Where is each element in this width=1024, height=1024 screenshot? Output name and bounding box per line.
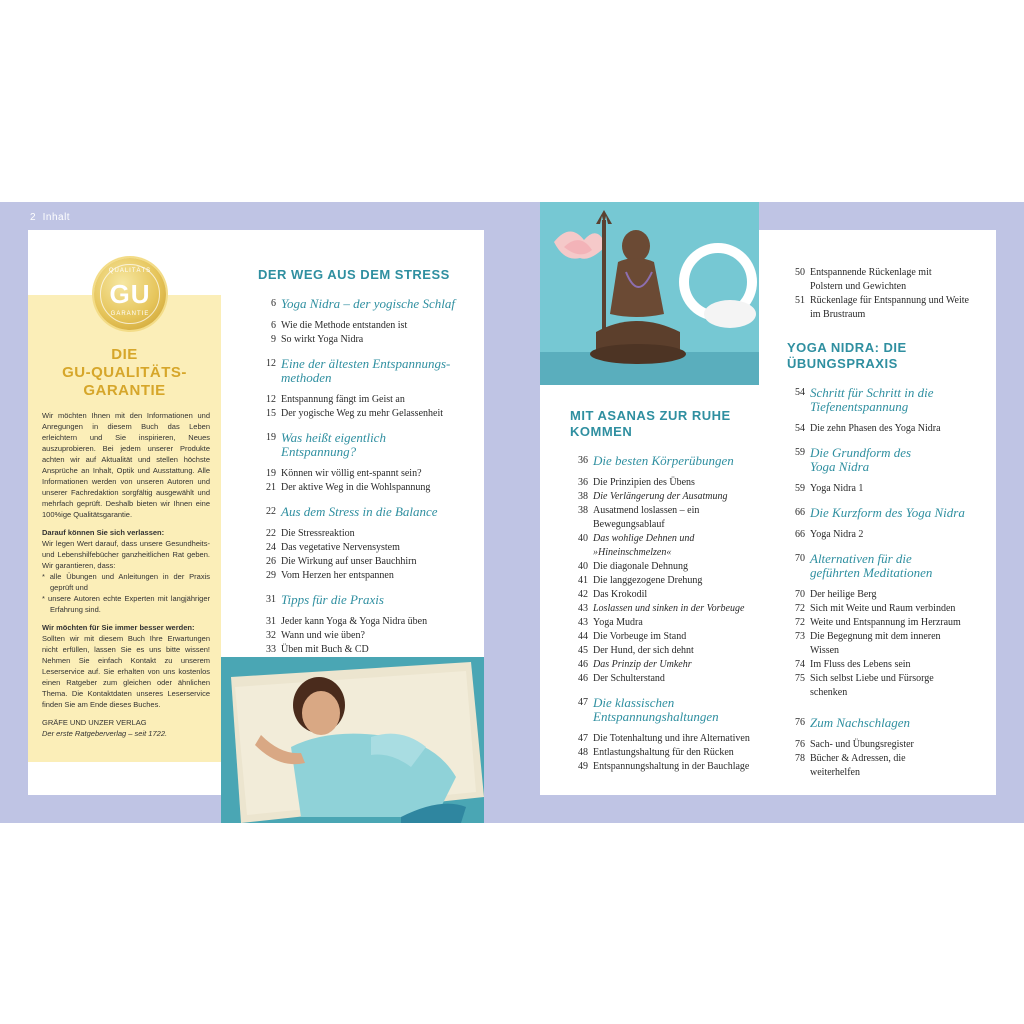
toc-entry[interactable]: 59 Yoga Nidra 1: [795, 483, 864, 494]
toc-entry[interactable]: 38 Ausatmend loslassen – ein Bewegungsablauf: [578, 505, 700, 530]
toc-entry[interactable]: 32 Wann und wie üben?: [266, 630, 365, 641]
shiva-statue-photo: [540, 202, 759, 385]
chapter-heading[interactable]: 66 Die Kurzform des Yoga Nidra: [795, 505, 965, 520]
toc-entry[interactable]: 24 Das vegetative Nervensystem: [266, 542, 400, 553]
toc-entry[interactable]: 9 So wirkt Yoga Nidra: [271, 334, 364, 345]
toc-entry[interactable]: 47 Die Totenhaltung und ihre Alternativen: [578, 733, 750, 744]
section-title: DER WEG AUS DEM STRESS: [258, 267, 450, 282]
toc-entry[interactable]: 78 Bücher & Adressen, die weiterhelfen: [795, 753, 906, 778]
gu-body-text: [42, 410, 210, 739]
rely-heading: Darauf können Sie sich verlassen:: [42, 528, 165, 537]
chapter-heading[interactable]: 22 Aus dem Stress in die Balance: [266, 504, 438, 519]
toc-entry[interactable]: 19 Können wir völlig ent-spannt sein?: [266, 468, 422, 479]
better-heading: Wir möchten für Sie immer besser werden:: [42, 623, 195, 632]
chapter-heading[interactable]: 19 Was heißt eigentlich Entspannung?: [266, 430, 386, 459]
toc-entry[interactable]: 72 Sich mit Weite und Raum verbinden: [795, 603, 956, 614]
toc-entry[interactable]: 42 Das Krokodil: [578, 589, 648, 600]
section-title: MIT ASANAS ZUR RUHE KOMMEN: [570, 408, 731, 439]
toc-entry[interactable]: 6 Wie die Methode entstanden ist: [271, 320, 408, 331]
toc-entry[interactable]: 50 Entspannende Rückenlage mit Polstern und Gewichten: [795, 267, 932, 292]
page-number: 2: [30, 212, 37, 223]
toc-entry[interactable]: 43 Loslassen und sinken in der Vorbeuge: [578, 603, 745, 614]
toc-entry[interactable]: 33 Üben mit Buch & CD: [266, 644, 369, 655]
toc-entry[interactable]: 45 Der Hund, der sich dehnt: [578, 645, 694, 656]
toc-entry[interactable]: 74 Im Fluss des Lebens sein: [795, 659, 911, 670]
toc-column-2: [570, 408, 770, 774]
seal-top-text: QUALITÄTS: [108, 268, 152, 274]
toc-entry[interactable]: 31 Jeder kann Yoga & Yoga Nidra üben: [266, 616, 428, 627]
toc-entry[interactable]: 70 Der heilige Berg: [795, 589, 877, 600]
toc-entry[interactable]: 75 Sich selbst Liebe und Fürsorge schenken: [795, 673, 934, 698]
chapter-heading[interactable]: 36 Die besten Körperübungen: [578, 453, 734, 468]
publisher-slogan: Der erste Ratgeberverlag – seit 1722.: [42, 729, 168, 738]
toc-entry[interactable]: 21 Der aktive Weg in die Wohlspannung: [266, 482, 431, 493]
section-title: YOGA NIDRA: DIE ÜBUNGSPRAXIS: [787, 340, 907, 371]
toc-entry[interactable]: 41 Die langgezogene Drehung: [578, 575, 703, 586]
chapter-heading[interactable]: 54 Schritt für Schritt in die Tiefenentspannung: [795, 385, 934, 414]
chapter-heading[interactable]: 70 Alternativen für die geführten Meditationen: [795, 551, 933, 580]
gu-intro: Wir möchten Ihnen mit den Informationen und Anregungen in diesem Buch das Leben erleichtern und Sie inspirieren, Neues auszuprobieren. Bei jedem unserer Produkte achten wir auf Aktualität und stellen höchste Ansprüche an Inhalt, Optik und Ausstattung. Alle Informationen werden von unseren Autoren und unserer Fachredaktion sorgfältig ausgewählt und mehrfach geprüft. Deshalb bieten wir Ihnen eine 100%ige Qualitätsgarantie.: [42, 411, 210, 519]
toc-entry[interactable]: 73 Die Begegnung mit dem inneren Wissen: [795, 631, 941, 656]
toc-entry[interactable]: 40 Die diagonale Dehnung: [578, 561, 688, 572]
toc-entry[interactable]: 38 Die Verlängerung der Ausatmung: [578, 491, 728, 502]
chapter-heading[interactable]: 12 Eine der ältesten Entspannungs-methoden: [266, 356, 451, 385]
better-text: Sollten wir mit diesem Buch Ihre Erwartungen nicht erfüllen, lassen Sie es uns bitte wissen! Nehmen Sie einfach Kontakt zu unserem Leserservice auf. Sie erhalten von uns kostenlos einen Ratgeber zum gleichen oder ähnlichen Thema. Die Kontaktdaten unseres Leserservice finden Sie am Ende dieses Buches.: [42, 634, 210, 709]
toc-entry[interactable]: 72 Weite und Entspannung im Herzraum: [795, 617, 961, 628]
toc-entry[interactable]: 29 Vom Herzen her entspannen: [266, 570, 394, 581]
bullet-1: * alle Übungen und Anleitungen in der Praxis geprüft und: [42, 572, 210, 592]
bullet-2: * unsere Autoren echte Experten mit langjähriger Erfahrung sind.: [42, 594, 210, 614]
toc-entry[interactable]: 22 Die Stressreaktion: [266, 528, 355, 539]
toc-column-3: [787, 266, 987, 780]
seal-logo-text: GU: [109, 279, 151, 309]
chapter-heading[interactable]: 47 Die klassischen Entspannungshaltungen: [578, 695, 719, 724]
gu-seal-icon: [94, 258, 166, 330]
page-header: [30, 212, 70, 223]
gu-title: DIE GU-QUALITÄTS- GARANTIE: [62, 346, 187, 399]
chapter-heading[interactable]: 76 Zum Nachschlagen: [795, 715, 911, 730]
toc-entry[interactable]: 26 Die Wirkung auf unser Bauchhirn: [266, 556, 417, 567]
toc-entry[interactable]: 49 Entspannungshaltung in der Bauchlage: [578, 761, 750, 772]
toc-entry[interactable]: 66 Yoga Nidra 2: [795, 529, 864, 540]
rely-text: Wir legen Wert darauf, dass unsere Gesundheits- und Lebenshilfebücher ganzheitlichen Rat geben. Wir garantieren, dass:: [42, 539, 210, 570]
chapter-heading[interactable]: 59 Die Grundform des Yoga Nidra: [795, 445, 912, 474]
toc-entry[interactable]: 36 Die Prinzipien des Übens: [578, 477, 695, 488]
toc-entry[interactable]: 40 Das wohlige Dehnen und »Hineinschmelzen«: [578, 533, 695, 558]
toc-entry[interactable]: 46 Das Prinzip der Umkehr: [578, 659, 692, 670]
toc-entry[interactable]: 46 Der Schulterstand: [578, 673, 665, 684]
woman-relaxing-photo: [221, 657, 484, 823]
toc-entry[interactable]: 12 Entspannung fängt im Geist an: [266, 394, 405, 405]
header-label: Inhalt: [42, 212, 71, 223]
chapter-heading[interactable]: 31 Tipps für die Praxis: [266, 592, 384, 607]
toc-entry[interactable]: 51 Rückenlage für Entspannung und Weite im Brustraum: [795, 295, 969, 320]
toc-entry[interactable]: 43 Yoga Mudra: [578, 617, 643, 628]
toc-column-1: [258, 267, 468, 657]
toc-entry[interactable]: 44 Die Vorbeuge im Stand: [578, 631, 687, 642]
toc-entry[interactable]: 54 Die zehn Phasen des Yoga Nidra: [795, 423, 941, 434]
toc-entry[interactable]: 48 Entlastungshaltung für den Rücken: [578, 747, 734, 758]
seal-bottom-text: GARANTIE: [110, 311, 150, 317]
toc-entry[interactable]: 76 Sach- und Übungsregister: [795, 739, 914, 750]
publisher-name: GRÄFE UND UNZER VERLAG: [42, 718, 147, 727]
toc-entry[interactable]: 15 Der yogische Weg zu mehr Gelassenheit: [266, 408, 444, 419]
chapter-heading[interactable]: 6 Yoga Nidra – der yogische Schlaf: [271, 296, 455, 311]
